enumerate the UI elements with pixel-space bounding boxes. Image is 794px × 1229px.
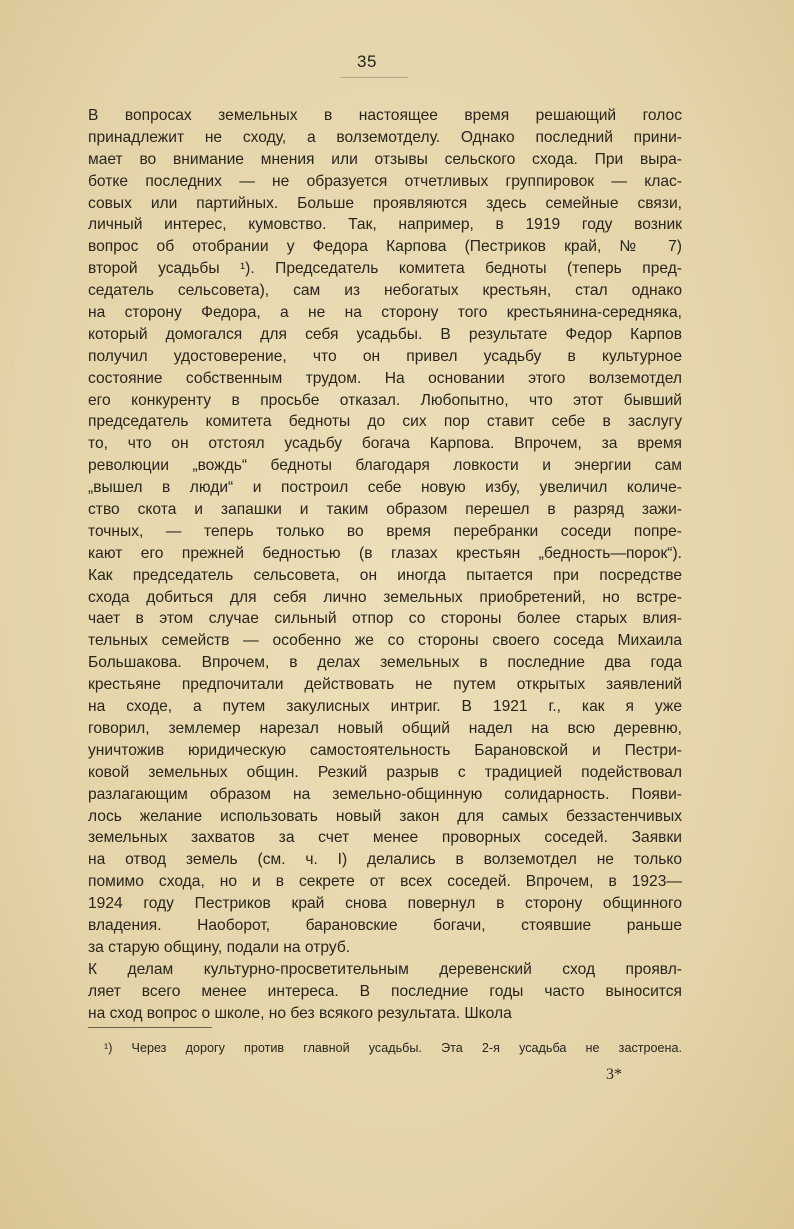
signature-mark: 3* <box>606 1066 622 1083</box>
text-line: ляет всего менее интереса. В последние годы часто выносится <box>88 982 682 1000</box>
text-line: мает во внимание мнения или отзывы сельского схода. При выра- <box>88 150 682 168</box>
text-line: К делам культурно-просветительным деревенский сход проявл- <box>88 960 682 978</box>
text-line: Как председатель сельсовета, он иногда пытается при посредстве <box>88 566 682 584</box>
text-line: за старую общину, подали на отруб. <box>88 938 351 956</box>
text-line: владения. Наоборот, барановские богачи, стоявшие раньше <box>88 916 682 934</box>
text-line: Большакова. Впрочем, в делах земельных в последние два года <box>88 654 682 672</box>
text-line: разлагающим образом на земельно-общинную солидарность. Появи- <box>88 785 682 803</box>
footnote-rule <box>88 1027 212 1028</box>
text-line: В вопросах земельных в настоящее время решающий голос <box>88 107 682 124</box>
text-line: его конкуренту в просьбе отказал. Любопытно, что этот бывший <box>88 391 682 409</box>
text-line: совых или партийных. Больше проявляются здесь семейные связи, <box>88 194 682 212</box>
text-line: на отвод земель (см. ч. I) делались в волземотдел не только <box>88 851 682 869</box>
text-line: на сход вопрос о школе, но без всякого результата. Школа <box>88 1004 512 1022</box>
text-line: на сторону Федора, а не на сторону того крестьянина-середняка, <box>88 304 682 322</box>
text-line: ботке последних — не образуется отчетливых группировок — клас- <box>88 172 682 190</box>
text-line: принадлежит не сходу, а волземотделу. Однако последний прини- <box>88 128 682 146</box>
text-line: революции „вождь“ бедноты благодаря ловкости и энергии сам <box>88 457 682 475</box>
text-line: точных, — теперь только во время перебранки соседи попре- <box>88 522 682 540</box>
text-line: говорил, землемер нарезал новый общий надел на всю деревню, <box>88 719 682 737</box>
text-line: помимо схода, но и в секрете от всех соседей. Впрочем, в 1923— <box>88 873 682 891</box>
text-line: ство скота и запашки и таким образом перешел в разряд зажи- <box>88 501 682 519</box>
text-line: состояние собственным трудом. На основании этого волземотдел <box>88 369 682 387</box>
text-line: крестьяне предпочитали действовать не путем открытых заявлений <box>88 676 682 694</box>
text-line: кают его прежней бедностью (в глазах крестьян „бедность—порок“). <box>88 544 682 562</box>
text-line: председатель комитета бедноты до сих пор ставит себе в заслугу <box>88 413 682 431</box>
page-number-rule <box>340 77 408 78</box>
body-text <box>88 105 682 1024</box>
text-line: который домогался для себя усадьбы. В результате Федор Карпов <box>88 325 682 343</box>
text-line: второй усадьбы ¹). Председатель комитета бедноты (теперь пред- <box>88 260 682 278</box>
text-line: уничтожив юридическую самостоятельность Барановской и Пестри- <box>88 741 682 759</box>
text-line: ковой земельных общин. Резкий разрыв с традицией подействовал <box>88 763 682 781</box>
text-line: „вышел в люди“ и построил себе новую избу, увеличил количе- <box>88 479 682 497</box>
text-line: на сходе, а путем закулисных интриг. В 1921 г., как я уже <box>88 698 682 716</box>
text-line: лось желание использовать новый закон для самых беззастенчивых <box>88 807 682 825</box>
text-line: земельных захватов за счет менее проворных соседей. Заявки <box>88 829 682 847</box>
text-line: схода добиться для себя лично земельных приобретений, но встре- <box>88 588 682 606</box>
text-line: чает в этом случае сильный отпор со стороны более старых влия- <box>88 610 682 628</box>
page-number: 35 <box>357 52 377 71</box>
text-line: то, что он отстоял усадьбу богача Карпова. Впрочем, за время <box>88 435 682 453</box>
text-line: получил удостоверение, что он привел усадьбу в культурное <box>88 347 682 365</box>
text-line: 1924 году Пестриков край снова повернул в сторону общинного <box>88 895 682 913</box>
text-line: личный интерес, кумовство. Так, например, в 1919 году возник <box>88 216 682 234</box>
text-line: седатель сельсовета), сам из небогатых крестьян, стал однако <box>88 282 682 300</box>
text-line: тельных семейств — особенно же со стороны своего соседа Михаила <box>88 632 682 650</box>
text-line: вопрос об отобрании у Федора Карпова (Пестриков край, № 7) <box>88 238 682 256</box>
footnote: ¹) Через дорогу против главной усадьбы. Эта 2-я усадьба не застроена. <box>104 1041 682 1055</box>
